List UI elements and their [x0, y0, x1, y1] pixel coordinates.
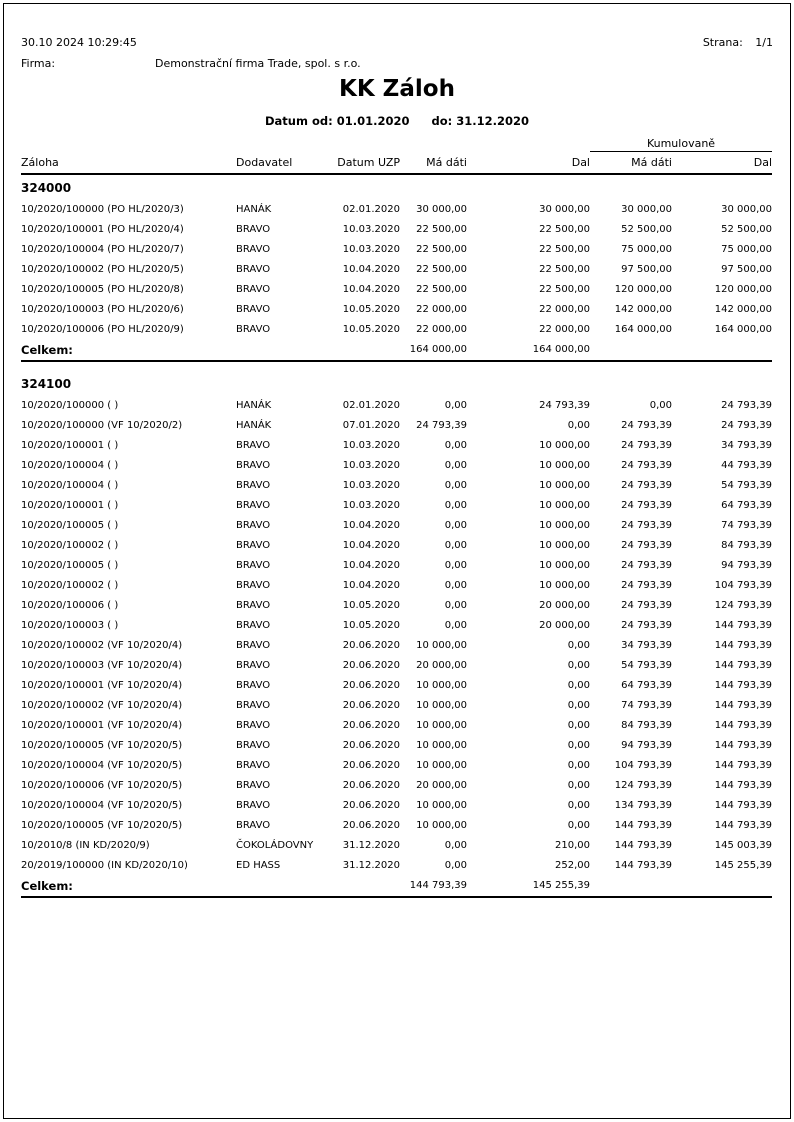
cell-ma-dati: 22 500,00	[416, 243, 467, 255]
cell-ma-dati: 0,00	[444, 459, 467, 471]
date-range	[21, 114, 773, 128]
cell-kumulovane-ma-dati: 144 793,39	[614, 819, 672, 831]
total-label: Celkem:	[21, 339, 400, 361]
table-row	[21, 199, 772, 219]
cell-datum-uzp: 20.06.2020	[342, 679, 400, 691]
cell-datum-uzp: 07.01.2020	[342, 419, 400, 431]
cell-datum-uzp: 20.06.2020	[342, 819, 400, 831]
cell-kumulovane-dal: 144 793,39	[714, 739, 773, 751]
table-row	[21, 755, 772, 775]
cell-datum-uzp: 10.05.2020	[342, 323, 400, 335]
cell-kumulovane-ma-dati: 64 793,39	[621, 679, 672, 691]
cell-dodavatel: BRAVO	[236, 619, 271, 631]
page-indicator	[703, 36, 773, 49]
cell-zaloha: 10/2010/8 (IN KD/2020/9)	[21, 839, 150, 851]
col-header-datum-uzp: Datum UZP	[315, 151, 400, 174]
cell-ma-dati: 22 500,00	[416, 223, 467, 235]
cell-dodavatel: BRAVO	[236, 303, 271, 315]
cell-kumulovane-ma-dati: 24 793,39	[621, 519, 672, 531]
cell-zaloha: 10/2020/100002 ( )	[21, 579, 119, 591]
cell-dodavatel: BRAVO	[236, 739, 271, 751]
cell-datum-uzp: 10.03.2020	[342, 223, 400, 235]
cell-kumulovane-dal: 142 000,00	[714, 303, 773, 315]
cell-zaloha: 10/2020/100002 (VF 10/2020/4)	[21, 699, 183, 711]
cell-dodavatel: BRAVO	[236, 719, 271, 731]
cell-kumulovane-ma-dati: 120 000,00	[614, 283, 672, 295]
cell-kumulovane-dal: 94 793,39	[721, 559, 773, 571]
cell-dodavatel: BRAVO	[236, 579, 271, 591]
cell-ma-dati: 10 000,00	[416, 699, 467, 711]
cell-dal: 10 000,00	[539, 499, 590, 511]
cell-kumulovane-ma-dati: 144 793,39	[614, 859, 672, 871]
cell-zaloha: 10/2020/100002 ( )	[21, 539, 119, 551]
cell-dodavatel: ČOKOLÁDOVNY	[236, 839, 314, 851]
cell-dal: 24 793,39	[539, 399, 590, 411]
table-row	[21, 715, 772, 735]
cell-ma-dati: 0,00	[444, 559, 467, 571]
cell-kumulovane-ma-dati: 104 793,39	[614, 759, 672, 771]
total-empty-cell	[672, 875, 772, 897]
report-page	[3, 3, 791, 1119]
table-row	[21, 795, 772, 815]
cell-kumulovane-ma-dati: 0,00	[649, 399, 672, 411]
col-header-kumulovane-dal: Dal	[672, 151, 772, 174]
cell-kumulovane-ma-dati: 34 793,39	[621, 639, 672, 651]
cell-dal: 10 000,00	[539, 559, 590, 571]
account-header-row	[21, 370, 772, 395]
cell-kumulovane-dal: 30 000,00	[721, 203, 773, 215]
total-empty-cell	[672, 339, 772, 361]
cell-dal: 210,00	[555, 839, 590, 851]
cell-dal: 0,00	[567, 679, 590, 691]
cell-zaloha: 20/2019/100000 (IN KD/2020/10)	[21, 859, 188, 871]
cell-ma-dati: 10 000,00	[416, 759, 467, 771]
cell-dodavatel: BRAVO	[236, 223, 271, 235]
cell-zaloha: 10/2020/100004 ( )	[21, 479, 119, 491]
cell-dal: 30 000,00	[539, 203, 590, 215]
cell-ma-dati: 10 000,00	[416, 639, 467, 651]
table-row	[21, 415, 772, 435]
cell-ma-dati: 30 000,00	[416, 203, 467, 215]
table-row	[21, 695, 772, 715]
cell-zaloha: 10/2020/100003 (VF 10/2020/4)	[21, 659, 183, 671]
cell-dal: 22 500,00	[539, 223, 590, 235]
table-row	[21, 655, 772, 675]
cell-kumulovane-ma-dati: 74 793,39	[621, 699, 672, 711]
cell-dodavatel: HANÁK	[236, 203, 272, 215]
cell-dal: 10 000,00	[539, 439, 590, 451]
cell-ma-dati: 22 000,00	[416, 323, 467, 335]
company-name: Demonstrační firma Trade, spol. s r.o.	[155, 57, 361, 70]
cell-kumulovane-dal: 44 793,39	[721, 459, 773, 471]
cell-datum-uzp: 10.05.2020	[342, 619, 400, 631]
column-header-row	[21, 151, 772, 174]
cell-dodavatel: BRAVO	[236, 539, 271, 551]
cell-kumulovane-dal: 120 000,00	[714, 283, 773, 295]
cell-zaloha: 10/2020/100005 ( )	[21, 559, 119, 571]
table-row	[21, 735, 772, 755]
cell-zaloha: 10/2020/100001 ( )	[21, 499, 119, 511]
cell-datum-uzp: 10.05.2020	[342, 599, 400, 611]
cell-kumulovane-dal: 145 255,39	[714, 859, 773, 871]
total-empty-cell	[590, 875, 672, 897]
cell-ma-dati: 0,00	[444, 579, 467, 591]
cell-kumulovane-dal: 144 793,39	[714, 699, 773, 711]
cell-kumulovane-dal: 24 793,39	[721, 399, 773, 411]
table-row	[21, 555, 772, 575]
cell-kumulovane-ma-dati: 75 000,00	[621, 243, 672, 255]
cell-dodavatel: BRAVO	[236, 479, 271, 491]
kumulovane-group-header: Kumulovaně	[590, 135, 772, 151]
cell-datum-uzp: 20.06.2020	[342, 719, 400, 731]
cell-dal: 22 500,00	[539, 283, 590, 295]
table-row	[21, 515, 772, 535]
cell-dal: 22 000,00	[539, 323, 590, 335]
page-header	[21, 36, 773, 49]
cell-zaloha: 10/2020/100000 (VF 10/2020/2)	[21, 419, 183, 431]
cell-kumulovane-dal: 144 793,39	[714, 659, 773, 671]
cell-dal: 0,00	[567, 779, 590, 791]
cell-dal: 20 000,00	[539, 599, 590, 611]
cell-dodavatel: BRAVO	[236, 699, 271, 711]
date-from-value: 01.01.2020	[336, 114, 410, 128]
cell-kumulovane-ma-dati: 24 793,39	[621, 559, 672, 571]
cell-dodavatel: BRAVO	[236, 439, 271, 451]
cell-kumulovane-ma-dati: 24 793,39	[621, 419, 672, 431]
cell-kumulovane-dal: 54 793,39	[721, 479, 773, 491]
cell-datum-uzp: 20.06.2020	[342, 779, 400, 791]
cell-dodavatel: BRAVO	[236, 819, 271, 831]
cell-kumulovane-dal: 164 000,00	[714, 323, 773, 335]
cell-ma-dati: 22 000,00	[416, 303, 467, 315]
cell-ma-dati: 0,00	[444, 519, 467, 531]
cell-zaloha: 10/2020/100004 ( )	[21, 459, 119, 471]
cell-zaloha: 10/2020/100001 (VF 10/2020/4)	[21, 679, 183, 691]
cell-dal: 0,00	[567, 659, 590, 671]
cell-datum-uzp: 10.04.2020	[342, 519, 400, 531]
page-label: Strana:	[702, 36, 743, 49]
cell-dodavatel: BRAVO	[236, 323, 271, 335]
table-row	[21, 495, 772, 515]
total-label: Celkem:	[21, 875, 400, 897]
cell-kumulovane-ma-dati: 97 500,00	[621, 263, 672, 275]
total-dal: 145 255,39	[467, 875, 590, 897]
cell-ma-dati: 0,00	[444, 439, 467, 451]
cell-zaloha: 10/2020/100005 (PO HL/2020/8)	[21, 283, 184, 295]
cell-dal: 22 500,00	[539, 263, 590, 275]
cell-dodavatel: BRAVO	[236, 659, 271, 671]
cell-kumulovane-dal: 145 003,39	[714, 839, 773, 851]
cell-zaloha: 10/2020/100004 (VF 10/2020/5)	[21, 799, 183, 811]
cell-datum-uzp: 10.03.2020	[342, 479, 400, 491]
group-header-row	[21, 135, 772, 151]
cell-zaloha: 10/2020/100006 ( )	[21, 599, 119, 611]
section-total-row	[21, 339, 772, 361]
total-ma-dati: 144 793,39	[400, 875, 467, 897]
cell-dodavatel: BRAVO	[236, 459, 271, 471]
cell-datum-uzp: 10.04.2020	[342, 559, 400, 571]
col-header-dal: Dal	[467, 151, 590, 174]
cell-dodavatel: BRAVO	[236, 779, 271, 791]
cell-datum-uzp: 02.01.2020	[342, 203, 400, 215]
table-row	[21, 455, 772, 475]
cell-zaloha: 10/2020/100003 ( )	[21, 619, 119, 631]
cell-kumulovane-ma-dati: 144 793,39	[614, 839, 672, 851]
cell-kumulovane-ma-dati: 30 000,00	[621, 203, 672, 215]
cell-kumulovane-ma-dati: 24 793,39	[621, 439, 672, 451]
account-header-row	[21, 174, 772, 199]
total-empty-cell	[590, 339, 672, 361]
cell-dal: 252,00	[555, 859, 590, 871]
cell-dal: 10 000,00	[539, 479, 590, 491]
company-row	[21, 57, 773, 70]
cell-zaloha: 10/2020/100004 (VF 10/2020/5)	[21, 759, 183, 771]
cell-kumulovane-dal: 34 793,39	[721, 439, 773, 451]
cell-dal: 22 000,00	[539, 303, 590, 315]
cell-zaloha: 10/2020/100002 (VF 10/2020/4)	[21, 639, 183, 651]
table-row	[21, 279, 772, 299]
cell-kumulovane-ma-dati: 52 500,00	[621, 223, 672, 235]
cell-dodavatel: BRAVO	[236, 759, 271, 771]
cell-ma-dati: 0,00	[444, 479, 467, 491]
cell-ma-dati: 20 000,00	[416, 659, 467, 671]
cell-ma-dati: 10 000,00	[416, 799, 467, 811]
cell-dal: 0,00	[567, 639, 590, 651]
col-header-dodavatel: Dodavatel	[236, 151, 315, 174]
cell-dodavatel: BRAVO	[236, 639, 271, 651]
cell-zaloha: 10/2020/100001 (PO HL/2020/4)	[21, 223, 184, 235]
cell-kumulovane-dal: 144 793,39	[714, 759, 773, 771]
date-to-value: 31.12.2020	[456, 114, 529, 128]
total-ma-dati: 164 000,00	[400, 339, 467, 361]
cell-kumulovane-dal: 124 793,39	[714, 599, 773, 611]
table-row	[21, 239, 772, 259]
cell-kumulovane-ma-dati: 24 793,39	[621, 479, 672, 491]
section-total-row	[21, 875, 772, 897]
cell-ma-dati: 0,00	[444, 859, 467, 871]
table-row	[21, 319, 772, 339]
cell-dodavatel: BRAVO	[236, 559, 271, 571]
table-row	[21, 855, 772, 875]
cell-dodavatel: BRAVO	[236, 283, 271, 295]
cell-ma-dati: 22 500,00	[416, 283, 467, 295]
cell-ma-dati: 0,00	[444, 599, 467, 611]
cell-kumulovane-dal: 75 000,00	[721, 243, 773, 255]
cell-ma-dati: 0,00	[444, 399, 467, 411]
cell-dal: 0,00	[567, 819, 590, 831]
cell-ma-dati: 0,00	[444, 839, 467, 851]
cell-zaloha: 10/2020/100000 (PO HL/2020/3)	[21, 203, 184, 215]
cell-ma-dati: 20 000,00	[416, 779, 467, 791]
cell-dal: 0,00	[567, 759, 590, 771]
table-row	[21, 535, 772, 555]
cell-datum-uzp: 20.06.2020	[342, 759, 400, 771]
cell-datum-uzp: 02.01.2020	[342, 399, 400, 411]
report-table	[21, 135, 772, 898]
cell-zaloha: 10/2020/100006 (VF 10/2020/5)	[21, 779, 183, 791]
cell-dodavatel: BRAVO	[236, 519, 271, 531]
cell-kumulovane-ma-dati: 164 000,00	[614, 323, 672, 335]
cell-datum-uzp: 31.12.2020	[342, 859, 400, 871]
cell-datum-uzp: 20.06.2020	[342, 659, 400, 671]
cell-ma-dati: 10 000,00	[416, 739, 467, 751]
table-row	[21, 475, 772, 495]
cell-zaloha: 10/2020/100005 ( )	[21, 519, 119, 531]
col-header-zaloha: Záloha	[21, 151, 236, 174]
company-label: Firma:	[21, 57, 56, 70]
cell-zaloha: 10/2020/100002 (PO HL/2020/5)	[21, 263, 184, 275]
cell-ma-dati: 24 793,39	[416, 419, 467, 431]
cell-kumulovane-dal: 144 793,39	[714, 779, 773, 791]
cell-kumulovane-ma-dati: 24 793,39	[621, 499, 672, 511]
cell-ma-dati: 10 000,00	[416, 679, 467, 691]
cell-kumulovane-ma-dati: 54 793,39	[621, 659, 672, 671]
cell-kumulovane-dal: 144 793,39	[714, 719, 773, 731]
cell-kumulovane-dal: 144 793,39	[714, 799, 773, 811]
cell-dodavatel: ED HASS	[236, 859, 281, 871]
cell-kumulovane-dal: 144 793,39	[714, 619, 773, 631]
cell-ma-dati: 10 000,00	[416, 719, 467, 731]
cell-dal: 10 000,00	[539, 539, 590, 551]
cell-kumulovane-ma-dati: 24 793,39	[621, 459, 672, 471]
table-row	[21, 219, 772, 239]
printed-timestamp: 30.10 2024 10:29:45	[21, 36, 137, 49]
cell-dal: 22 500,00	[539, 243, 590, 255]
cell-kumulovane-dal: 24 793,39	[721, 419, 773, 431]
col-header-ma-dati: Má dáti	[400, 151, 467, 174]
cell-dal: 0,00	[567, 699, 590, 711]
cell-dal: 0,00	[567, 419, 590, 431]
cell-dodavatel: BRAVO	[236, 679, 271, 691]
total-dal: 164 000,00	[467, 339, 590, 361]
cell-zaloha: 10/2020/100004 (PO HL/2020/7)	[21, 243, 184, 255]
cell-dal: 20 000,00	[539, 619, 590, 631]
cell-datum-uzp: 10.05.2020	[342, 303, 400, 315]
cell-dodavatel: BRAVO	[236, 243, 271, 255]
cell-zaloha: 10/2020/100005 (VF 10/2020/5)	[21, 819, 183, 831]
cell-kumulovane-dal: 104 793,39	[714, 579, 773, 591]
cell-kumulovane-ma-dati: 134 793,39	[614, 799, 672, 811]
cell-kumulovane-dal: 74 793,39	[721, 519, 773, 531]
cell-kumulovane-ma-dati: 24 793,39	[621, 579, 672, 591]
cell-kumulovane-dal: 144 793,39	[714, 819, 773, 831]
cell-kumulovane-dal: 144 793,39	[714, 639, 773, 651]
cell-datum-uzp: 20.06.2020	[342, 739, 400, 751]
cell-kumulovane-dal: 97 500,00	[721, 263, 773, 275]
cell-dal: 0,00	[567, 719, 590, 731]
cell-dodavatel: BRAVO	[236, 599, 271, 611]
cell-datum-uzp: 10.03.2020	[342, 243, 400, 255]
cell-datum-uzp: 31.12.2020	[342, 839, 400, 851]
table-row	[21, 395, 772, 415]
cell-zaloha: 10/2020/100001 ( )	[21, 439, 119, 451]
cell-ma-dati: 0,00	[444, 619, 467, 631]
cell-kumulovane-dal: 144 793,39	[714, 679, 773, 691]
cell-kumulovane-dal: 84 793,39	[721, 539, 773, 551]
account-number: 324100	[21, 377, 72, 391]
cell-dodavatel: BRAVO	[236, 263, 271, 275]
table-row	[21, 835, 772, 855]
cell-kumulovane-ma-dati: 24 793,39	[621, 619, 672, 631]
cell-dodavatel: BRAVO	[236, 799, 271, 811]
cell-zaloha: 10/2020/100001 (VF 10/2020/4)	[21, 719, 183, 731]
table-row	[21, 815, 772, 835]
cell-ma-dati: 0,00	[444, 499, 467, 511]
cell-datum-uzp: 10.03.2020	[342, 499, 400, 511]
cell-zaloha: 10/2020/100005 (VF 10/2020/5)	[21, 739, 183, 751]
table-row	[21, 259, 772, 279]
report-title: KK Záloh	[339, 76, 455, 102]
table-row	[21, 615, 772, 635]
cell-dal: 10 000,00	[539, 579, 590, 591]
cell-datum-uzp: 10.03.2020	[342, 439, 400, 451]
table-row	[21, 575, 772, 595]
group-header-spacer	[21, 135, 590, 151]
cell-datum-uzp: 20.06.2020	[342, 699, 400, 711]
account-number: 324000	[21, 181, 72, 195]
cell-kumulovane-ma-dati: 142 000,00	[614, 303, 672, 315]
cell-zaloha: 10/2020/100000 ( )	[21, 399, 119, 411]
date-from-label: Datum od:	[264, 114, 333, 128]
date-to-label: do:	[431, 114, 453, 128]
cell-dodavatel: HANÁK	[236, 399, 272, 411]
cell-kumulovane-ma-dati: 84 793,39	[621, 719, 672, 731]
table-row	[21, 635, 772, 655]
cell-dodavatel: BRAVO	[236, 499, 271, 511]
page-number: 1/1	[755, 36, 773, 49]
cell-ma-dati: 0,00	[444, 539, 467, 551]
table-row	[21, 595, 772, 615]
cell-datum-uzp: 10.03.2020	[342, 459, 400, 471]
table-row	[21, 675, 772, 695]
table-row	[21, 299, 772, 319]
cell-dodavatel: HANÁK	[236, 419, 272, 431]
cell-ma-dati: 10 000,00	[416, 819, 467, 831]
cell-datum-uzp: 20.06.2020	[342, 799, 400, 811]
cell-kumulovane-ma-dati: 124 793,39	[614, 779, 672, 791]
col-header-kumulovane-ma-dati: Má dáti	[590, 151, 672, 174]
cell-zaloha: 10/2020/100003 (PO HL/2020/6)	[21, 303, 184, 315]
cell-datum-uzp: 10.04.2020	[342, 579, 400, 591]
cell-kumulovane-ma-dati: 24 793,39	[621, 599, 672, 611]
table-row	[21, 775, 772, 795]
cell-datum-uzp: 20.06.2020	[342, 639, 400, 651]
cell-datum-uzp: 10.04.2020	[342, 283, 400, 295]
cell-kumulovane-dal: 52 500,00	[721, 223, 773, 235]
cell-kumulovane-ma-dati: 24 793,39	[621, 539, 672, 551]
cell-kumulovane-dal: 64 793,39	[721, 499, 773, 511]
cell-dal: 10 000,00	[539, 459, 590, 471]
table-row	[21, 435, 772, 455]
cell-zaloha: 10/2020/100006 (PO HL/2020/9)	[21, 323, 184, 335]
cell-dal: 0,00	[567, 799, 590, 811]
cell-kumulovane-ma-dati: 94 793,39	[621, 739, 672, 751]
cell-dal: 10 000,00	[539, 519, 590, 531]
cell-datum-uzp: 10.04.2020	[342, 263, 400, 275]
section-spacer	[21, 361, 772, 370]
cell-dal: 0,00	[567, 739, 590, 751]
cell-ma-dati: 22 500,00	[416, 263, 467, 275]
cell-datum-uzp: 10.04.2020	[342, 539, 400, 551]
